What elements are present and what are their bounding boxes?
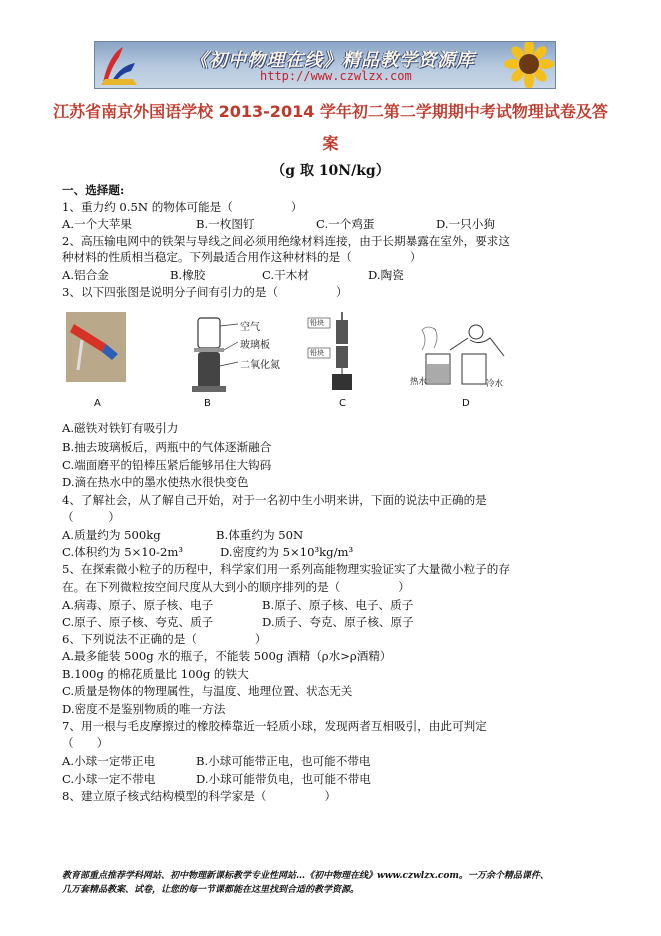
figure-b-label-glass: 玻璃板 [240, 340, 270, 351]
q2-stem-line2: 种材料的性质相当稳定。下列最适合用作这种材料的是（ ） [62, 250, 422, 264]
header-banner [94, 41, 556, 89]
q3-stem: 3、以下四张图是说明分子间有引力的是（ ） [62, 285, 348, 299]
banner-title: 《初中物理在线》精品教学资源库 [190, 50, 475, 71]
q4-option-d: D.密度约为 5×10³kg/m³ [220, 545, 354, 559]
banner-url: http://www.czwlzx.com [260, 69, 412, 83]
q2-option-a: A.铝合金 [62, 268, 109, 282]
q4-stem-line1: 4、了解社会，从了解自己开始，对于一名初中生小明来讲，下面的说法中正确的是 [62, 493, 487, 507]
q3-option-d: D.滴在热水中的墨水使热水很快变色 [62, 475, 249, 489]
q6-option-b: B.100g 的棉花质量比 100g 的铁大 [62, 667, 249, 681]
figure-d-label-hot: 热水 [410, 377, 428, 387]
q1-option-b: B.一枚图钉 [196, 217, 255, 231]
q7-option-c: C.小球一定不带电 [62, 772, 156, 786]
q5-stem-line2: 在。在下列微粒按空间尺度从大到小的顺序排列的是（ ） [62, 580, 410, 594]
footer-line1: 教育部重点推荐学科网站、初中物理新课标教学专业性网站…《初中物理在线》www.czwlzx.com。一万余个精品课件、 [62, 871, 549, 881]
q7-stem-line1: 7、用一根与毛皮摩擦过的橡胶棒靠近一轻质小球，发现两者互相吸引，由此可判定 [62, 719, 487, 733]
figure-a-label: A [94, 398, 101, 409]
q3-option-c: C.端面磨平的铅棒压紧后能够吊住大钩码 [62, 458, 272, 472]
q4-option-a: A.质量约为 500kg [62, 528, 161, 542]
q1-stem: 1、重力约 0.5N 的物体可能是（ ） [62, 200, 303, 214]
figure-c-label: C [339, 398, 346, 409]
figure-b-label-air: 空气 [240, 322, 260, 333]
figure-d-label: D [462, 398, 470, 409]
q5-option-b: B.原子、原子核、电子、质子 [262, 598, 414, 612]
figure-c-label-lead-top: 铅块 [310, 319, 324, 327]
q2-stem-line1: 2、高压输电网中的铁架与导线之间必须用绝缘材料连接，由于长期暴露在室外，要求这 [62, 234, 510, 248]
figure-c-label-lead-bottom: 铅块 [310, 349, 324, 357]
site-logo-icon [97, 43, 141, 87]
document-subtitle: （g 取 10N/kg） [271, 163, 390, 179]
q1-option-c: C.一个鸡蛋 [316, 217, 375, 231]
figure-b-label: B [204, 398, 211, 409]
document-title-line1: 江苏省南京外国语学校 2013-2014 学年初二第二学期期中考试物理试卷及答 [53, 102, 608, 121]
q6-option-a: A.最多能装 500g 水的瓶子，不能装 500g 酒精（ρ水>ρ酒精） [62, 649, 392, 663]
page-footer [62, 869, 549, 897]
figure-b-label-no2: 二氧化氮 [240, 360, 280, 371]
document-title-line2: 案 [322, 134, 339, 153]
q6-option-c: C.质量是物体的物理属性，与温度、地理位置、状态无关 [62, 684, 353, 698]
q2-option-d: D.陶瓷 [368, 268, 404, 282]
q2-option-b: B.橡胶 [170, 268, 206, 282]
q6-stem: 6、下列说法不正确的是（ ） [62, 632, 267, 646]
section-heading: 一、选择题: [62, 183, 125, 197]
q1-option-a: A.一个大苹果 [62, 217, 133, 231]
q3-option-a: A.磁铁对铁钉有吸引力 [62, 421, 179, 435]
figure-a-magnet [66, 312, 126, 392]
q5-stem-line1: 5、在探索微小粒子的历程中，科学家们用一系列高能物理实验证实了大量微小粒子的存 [62, 562, 510, 576]
figure-d-ink-in-water [412, 316, 522, 388]
sunflower-icon [485, 42, 555, 88]
q2-option-c: C.干木材 [262, 268, 309, 282]
q3-option-b: B.抽去玻璃板后，两瓶中的气体逐渐融合 [62, 440, 272, 454]
figure-d-label-cold: 冷水 [486, 379, 504, 389]
q6-option-d: D.密度不是鉴别物质的唯一方法 [62, 702, 226, 716]
figure-b-gas-bottles [178, 314, 298, 394]
q4-option-b: B.体重约为 50N [216, 528, 304, 542]
q7-option-d: D.小球可能带负电，也可能不带电 [196, 772, 371, 786]
q5-option-a: A.病毒、原子、原子核、电子 [62, 598, 214, 612]
q7-option-a: A.小球一定带正电 [62, 754, 156, 768]
q5-option-d: D.质子、夸克、原子核、原子 [262, 615, 414, 629]
q7-stem-line2: （ ） [62, 736, 109, 750]
q7-option-b: B.小球可能带正电，也可能不带电 [196, 754, 371, 768]
q5-option-c: C.原子、原子核、夸克、质子 [62, 615, 214, 629]
q8-stem: 8、建立原子核式结构模型的科学家是（ ） [62, 789, 337, 803]
q4-option-c: C.体积约为 5×10-2m³ [62, 545, 183, 559]
q4-stem-line2: （ ） [62, 510, 120, 524]
footer-line2: 几万套精品教案、试卷，让您的每一节课都能在这里找到合适的教学资源。 [62, 885, 360, 895]
q1-option-d: D.一只小狗 [436, 217, 495, 231]
